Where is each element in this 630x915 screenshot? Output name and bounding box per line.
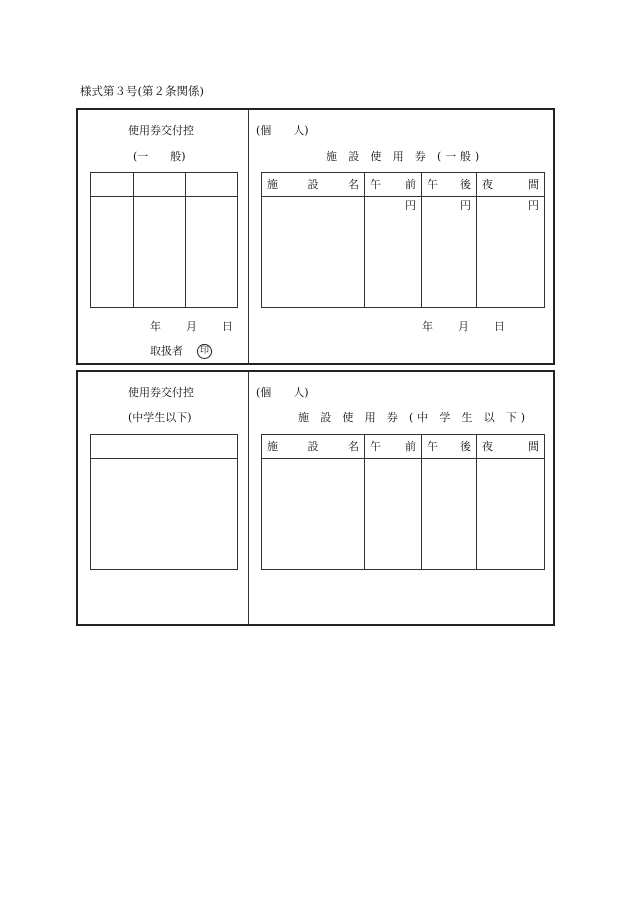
- stub-body-cell[interactable]: [91, 459, 238, 570]
- handler-field: [150, 344, 212, 359]
- col-afternoon-header: 午 後: [422, 435, 477, 459]
- col-afternoon-header: 午 後: [422, 173, 477, 197]
- col-night-header: 夜 間: [477, 173, 545, 197]
- stub-header-cell[interactable]: [134, 173, 186, 197]
- stub-body-cell[interactable]: [91, 197, 134, 308]
- stub-title: 使用券交付控: [128, 124, 194, 137]
- ticket-usage-table: [261, 172, 545, 308]
- stub-subtitle: (中学生以下): [128, 411, 192, 424]
- perforation-divider: [248, 372, 249, 624]
- col-facility-name-header: 施 設 名: [262, 173, 365, 197]
- form-number-heading: 様式第３号(第２条関係): [80, 84, 204, 98]
- ticket-title: 施 設 使 用 券 (中 学 生 以 下): [298, 411, 529, 424]
- ticket-date-day: 日: [494, 320, 505, 333]
- facility-name-cell[interactable]: [262, 459, 365, 570]
- morning-fee-cell[interactable]: 円: [365, 197, 422, 308]
- afternoon-fee-cell[interactable]: [422, 459, 477, 570]
- ticket-kind-label: (個 人): [256, 124, 309, 137]
- col-morning-header: 午 前: [365, 173, 422, 197]
- stub-header-cell[interactable]: [91, 435, 238, 459]
- afternoon-fee-cell[interactable]: 円: [422, 197, 477, 308]
- stub-body-cell[interactable]: [186, 197, 238, 308]
- ticket-usage-table: [261, 434, 545, 570]
- stub-subtitle: (一 般): [133, 150, 186, 163]
- handler-label: 取扱者: [150, 344, 183, 358]
- stub-title: 使用券交付控: [128, 386, 194, 399]
- seal-stamp-icon: 印: [197, 344, 212, 359]
- morning-fee-cell[interactable]: [365, 459, 422, 570]
- stub-date-year: 年: [150, 320, 161, 333]
- stub-record-table: [90, 172, 238, 308]
- stub-body-cell[interactable]: [134, 197, 186, 308]
- ticket-title: 施 設 使 用 券 (一般): [326, 150, 483, 163]
- col-night-header: 夜 間: [477, 435, 545, 459]
- stub-record-table: [90, 434, 238, 570]
- night-fee-cell[interactable]: [477, 459, 545, 570]
- facility-name-cell[interactable]: [262, 197, 365, 308]
- ticket-form-junior: [76, 370, 555, 626]
- stub-date-month: 月: [186, 320, 197, 333]
- ticket-date-month: 月: [458, 320, 469, 333]
- stub-header-cell[interactable]: [186, 173, 238, 197]
- stub-date-day: 日: [222, 320, 233, 333]
- stub-header-cell[interactable]: [91, 173, 134, 197]
- night-fee-cell[interactable]: 円: [477, 197, 545, 308]
- col-facility-name-header: 施 設 名: [262, 435, 365, 459]
- perforation-divider: [248, 110, 249, 363]
- col-morning-header: 午 前: [365, 435, 422, 459]
- ticket-date-year: 年: [422, 320, 433, 333]
- ticket-form-general: [76, 108, 555, 365]
- ticket-kind-label: (個 人): [256, 386, 309, 399]
